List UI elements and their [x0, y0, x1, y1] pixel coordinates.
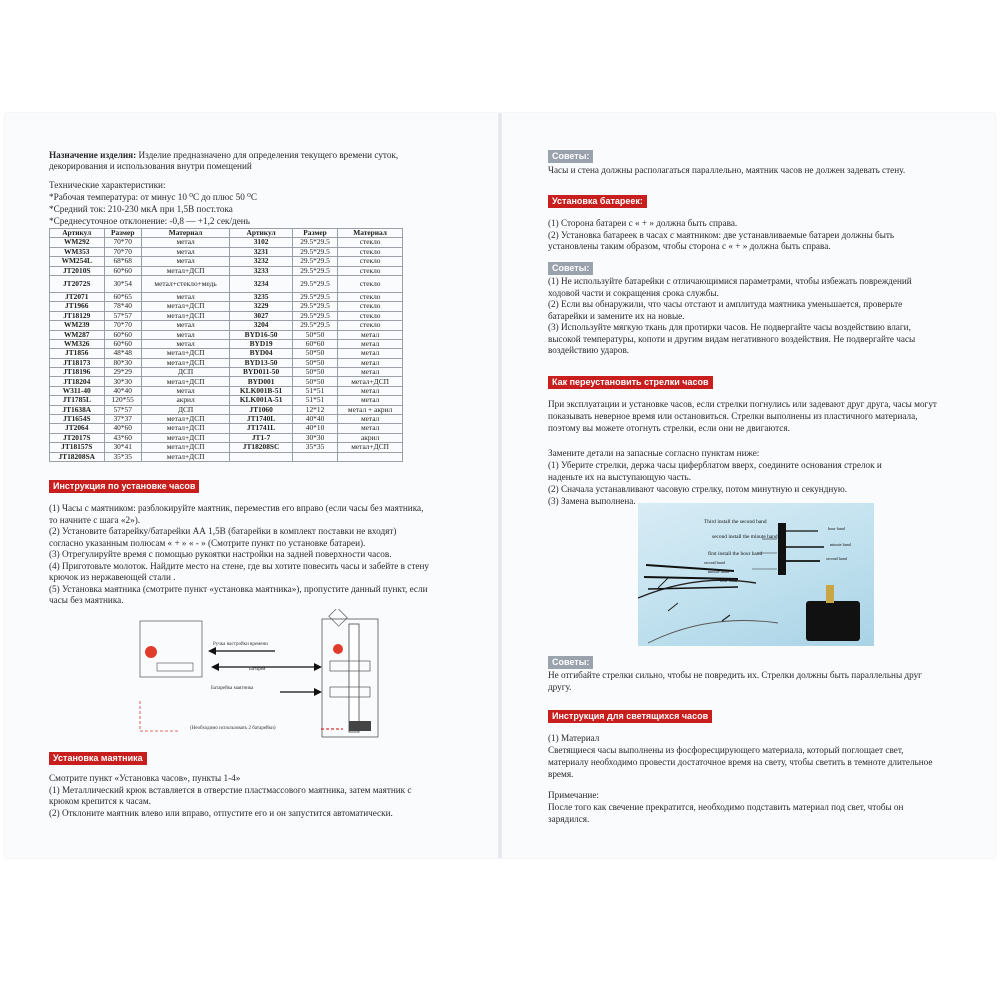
table-cell: JT18196 — [50, 368, 105, 377]
pendulum-battery-label: Батарейка маятника — [211, 686, 254, 691]
table-cell: 3231 — [230, 247, 293, 256]
table-cell: WM239 — [50, 321, 105, 330]
table-cell: метал — [141, 257, 229, 266]
table-cell: 3027 — [230, 311, 293, 320]
glowLines-line: время. — [548, 769, 574, 779]
table-cell: стекло — [338, 247, 403, 256]
tips-header-2: Советы: — [548, 262, 593, 275]
table-cell: JT2072S — [50, 275, 105, 292]
table-cell: метал — [141, 386, 229, 395]
battery-header: Установка батареек: — [548, 195, 647, 208]
red-indicator-icon — [145, 646, 157, 658]
pendulum-header: Установка маятника — [49, 752, 147, 765]
table-cell: стекло — [338, 275, 403, 292]
installLines-line: (1) Часы с маятником: разблокируйте маятник, переместив его вправо (если часы без маятника, — [49, 503, 424, 513]
spec-table — [49, 228, 403, 462]
table-cell: метал — [338, 386, 403, 395]
installLines-line: (4) Приготовьте молоток. Найдите место на стене, где вы хотите повесить часы и забейте в стену — [49, 560, 429, 571]
batteryLines-line: (1) Сторона батареи с « + » должна быть справа. — [548, 218, 738, 228]
tips3Lines-line: другу. — [548, 682, 572, 692]
right-minute-hand-label: minute hand — [830, 542, 851, 547]
tips2Lines-line: высокой температуры, копоти и другим видам негативного воздействия. Не подвергайте часы — [548, 333, 916, 344]
noteLines-line: После того как свечение прекратится, необходимо подставить материал под свет, чтобы он — [548, 802, 904, 812]
table-cell: JT18157S — [50, 443, 105, 452]
table-row — [50, 275, 403, 292]
table-cell: метал — [338, 339, 403, 348]
tips2Lines-line: батарейки и замените их на новые. — [548, 310, 685, 321]
right-page — [500, 113, 995, 858]
table-header-cell: Размер — [104, 229, 141, 238]
tips3Lines-line: Не отгибайте стрелки сильно, чтобы не повредить их. Стрелки должны быть параллельны друг — [548, 670, 922, 680]
table-cell: BYD19 — [230, 339, 293, 348]
table-cell: WM292 — [50, 238, 105, 247]
table-row — [50, 433, 403, 442]
table-cell: 80*30 — [104, 358, 141, 367]
tips2Lines-line: (3) Используйте мягкую ткань для протирки часов. Не подвергайте часы воздействию влаги, — [548, 322, 911, 332]
table-cell: WM326 — [50, 339, 105, 348]
table-cell: метал+ДСП — [141, 349, 229, 358]
table-row — [50, 415, 403, 424]
table-cell: 3234 — [230, 275, 293, 292]
table-cell: 60*65 — [104, 292, 141, 301]
table-cell: 50*50 — [292, 330, 337, 339]
table-cell: ДСП — [141, 368, 229, 377]
table-cell: метал — [338, 358, 403, 367]
installLines-line: (2) Установите батарейку/батарейки АА 1,5В (батарейки в комплект поставки не входят) — [49, 526, 397, 536]
table-cell: 3233 — [230, 266, 293, 275]
table-row — [50, 321, 403, 330]
table-row — [50, 302, 403, 311]
right-hour-hand-label: hour hand — [828, 526, 845, 531]
spec-current: *Средний ток: 210-230 мкА при 1,5В пост.тока — [49, 204, 233, 214]
photo-second-hand-label: second hand — [704, 560, 725, 565]
installLines-line: (5) Установка маятника (смотрите пункт «установка маятника»), пропустите данный пункт, если — [49, 583, 428, 594]
table-cell: WM353 — [50, 247, 105, 256]
table-cell: 50*50 — [292, 358, 337, 367]
handsSteps-line: (1) Уберите стрелки, держа часы циферблатом вверх, соедините основания стрелок и — [548, 460, 882, 470]
table-cell — [338, 452, 403, 461]
pendulumLines-line: (2) Отклоните маятник влево или вправо, отпустите его и он запустится автоматически. — [49, 807, 393, 818]
installLines-line: крючок из нержавеющей стали . — [49, 572, 176, 582]
table-cell: метал — [141, 247, 229, 256]
table-row — [50, 292, 403, 301]
glow-header: Инструкция для светящихся часов — [548, 710, 712, 723]
table-header-cell: Материал — [141, 229, 229, 238]
table-cell: метал — [338, 424, 403, 433]
table-cell: метал+ДСП — [141, 424, 229, 433]
handsSteps-line: (2) Сначала устанавливают часовую стрелку, потом минутную и секундную. — [548, 484, 848, 494]
table-cell: 30*30 — [104, 377, 141, 386]
noteLines-line: зарядился. — [548, 814, 590, 824]
table-cell: JT1740L — [230, 415, 293, 424]
hands-installation-photo — [638, 503, 874, 646]
table-cell: JT2071 — [50, 292, 105, 301]
tips2Lines-line: ходовой части и сокращения срока службы. — [548, 287, 719, 298]
table-cell: метал — [141, 339, 229, 348]
table-cell: метал+ДСП — [141, 311, 229, 320]
first-step-label: first install the hour hand — [708, 551, 763, 557]
table-row — [50, 368, 403, 377]
installation-diagram — [135, 609, 405, 749]
table-cell: стекло — [338, 292, 403, 301]
table-header-cell: Размер — [292, 229, 337, 238]
table-cell: стекло — [338, 311, 403, 320]
table-cell: 57*57 — [104, 311, 141, 320]
table-cell: JT1-7 — [230, 433, 293, 442]
table-cell: 3102 — [230, 238, 293, 247]
table-cell: метал — [338, 415, 403, 424]
table-cell: JT1966 — [50, 302, 105, 311]
table-cell: JT1654S — [50, 415, 105, 424]
table-cell — [230, 452, 293, 461]
table-cell: 120*55 — [104, 396, 141, 405]
table-cell: BYD16-50 — [230, 330, 293, 339]
installLines-line: согласно указанным полюсам « + » « - » (Смотрите пункт по установке батареи). — [49, 537, 366, 548]
table-cell: стекло — [338, 266, 403, 275]
table-cell: ДСП — [141, 405, 229, 414]
table-cell: 40*40 — [104, 386, 141, 395]
table-cell: JT2010S — [50, 266, 105, 275]
table-cell: 35*35 — [292, 443, 337, 452]
pendulumLines-line: крюком крепится к часам. — [49, 796, 151, 806]
table-cell: JT18208SC — [230, 443, 293, 452]
glowLines-line: материалу необходимо провести достаточное время на свету, чтобы светить в темноте длительное — [548, 757, 933, 767]
table-cell: JT18208SA — [50, 452, 105, 461]
table-cell: JT1060 — [230, 405, 293, 414]
table-cell: 70*70 — [104, 321, 141, 330]
table-cell: метал+ДСП — [141, 443, 229, 452]
table-cell: 70*70 — [104, 247, 141, 256]
batteryLines-line: установлены таким образом, чтобы сторона с « + » должна быть справа. — [548, 241, 831, 251]
table-cell: метал+ДСП — [141, 377, 229, 386]
pendulumLines-line: (1) Металлический крюк вставляется в отверстие пластмассового маятника, затем маятник с — [49, 784, 412, 795]
second-step-label: second install the minute hand — [712, 534, 778, 540]
table-row — [50, 377, 403, 386]
table-row — [50, 339, 403, 348]
spec-table-header — [50, 229, 403, 238]
table-cell: метал — [338, 330, 403, 339]
hands-steps-title: Замените детали на запасные согласно пунктам ниже: — [548, 448, 760, 458]
table-cell: 60*60 — [292, 339, 337, 348]
table-cell: JT1785L — [50, 396, 105, 405]
table-cell: JT1856 — [50, 349, 105, 358]
table-cell: 3235 — [230, 292, 293, 301]
installLines-line: (3) Отрегулируйте время с помощью рукоятки настройки на задней поверхности часов. — [49, 549, 392, 559]
table-cell: 60*60 — [104, 330, 141, 339]
tips2Lines-line: воздействию ударов. — [548, 345, 630, 355]
table-cell: W311-40 — [50, 386, 105, 395]
table-cell: 70*70 — [104, 238, 141, 247]
table-cell: 68*68 — [104, 257, 141, 266]
glowLines-line: (1) Материал — [548, 733, 600, 743]
table-cell: метал+ДСП — [141, 433, 229, 442]
installLines-line: часы без маятника. — [49, 595, 124, 605]
table-cell: JT1638A — [50, 405, 105, 414]
purpose-text-2: декорирования и использования внутри помещений — [49, 161, 252, 171]
table-header-cell: Артикул — [50, 229, 105, 238]
table-cell: акрил — [141, 396, 229, 405]
table-row — [50, 247, 403, 256]
note-title: Примечание: — [548, 790, 599, 800]
table-cell: акрил — [338, 433, 403, 442]
handsSteps-line: наденьте их на выступающую часть. — [548, 472, 692, 482]
table-cell: метал — [141, 292, 229, 301]
hands-header: Как переустановить стрелки часов — [548, 376, 713, 389]
table-row — [50, 257, 403, 266]
glowLines-line: Светящиеся часы выполнены из фосфоресцирующего материала, который поглощает свет, — [548, 745, 904, 755]
table-cell: 29.5*29.5 — [292, 266, 337, 275]
table-cell: 37*37 — [104, 415, 141, 424]
table-cell: метал+ДСП — [141, 452, 229, 461]
table-cell: 30*54 — [104, 275, 141, 292]
table-cell: 50*50 — [292, 368, 337, 377]
spec-title: Технические характеристики: — [49, 180, 166, 190]
tips-header-3: Советы: — [548, 656, 593, 669]
table-cell: 40*40 — [292, 415, 337, 424]
table-cell: 29.5*29.5 — [292, 247, 337, 256]
table-cell: 40*60 — [104, 424, 141, 433]
table-cell: 29.5*29.5 — [292, 292, 337, 301]
batteryLines-line: (2) Установка батареек в часах с маятником: две устанавливаемые батареи должны быть — [548, 229, 895, 240]
table-cell: метал+ДСП — [141, 302, 229, 311]
table-cell: 3204 — [230, 321, 293, 330]
table-cell: BYD13-50 — [230, 358, 293, 367]
table-cell: 51*51 — [292, 386, 337, 395]
table-header-cell: Артикул — [230, 229, 293, 238]
table-cell: 29.5*29.5 — [292, 257, 337, 266]
table-row — [50, 358, 403, 367]
table-row — [50, 396, 403, 405]
table-cell: метал+ДСП — [338, 377, 403, 386]
table-row — [50, 443, 403, 452]
table-cell: метал + акрил — [338, 405, 403, 414]
table-cell: метал — [338, 349, 403, 358]
table-cell: 3232 — [230, 257, 293, 266]
purpose-text: Изделие предназначено для определения текущего времени суток, — [136, 150, 399, 160]
table-cell: WM287 — [50, 330, 105, 339]
table-row — [50, 386, 403, 395]
table-row — [50, 424, 403, 433]
table-row — [50, 330, 403, 339]
table-cell: 50*50 — [292, 349, 337, 358]
table-cell: KLK001B-51 — [230, 386, 293, 395]
table-cell: 30*30 — [292, 433, 337, 442]
table-cell: метал — [141, 330, 229, 339]
hands-diagram-svg — [638, 503, 874, 646]
table-cell: BYD04 — [230, 349, 293, 358]
right-second-hand-label: second hand — [826, 556, 847, 561]
table-cell: KLK001A-51 — [230, 396, 293, 405]
table-cell: 29.5*29.5 — [292, 311, 337, 320]
table-cell: 60*60 — [104, 339, 141, 348]
table-cell: метал+ДСП — [338, 443, 403, 452]
battery-label: Батарея — [249, 667, 266, 672]
table-cell: метал — [338, 368, 403, 377]
table-cell: 30*41 — [104, 443, 141, 452]
table-cell: JT1741L — [230, 424, 293, 433]
tips2Lines-line: (1) Не используйте батарейки с отличающимися параметрами, чтобы избежать повреждений — [548, 276, 912, 286]
table-cell: 29.5*29.5 — [292, 275, 337, 292]
table-row — [50, 349, 403, 358]
table-cell: стекло — [338, 257, 403, 266]
table-cell: 35*35 — [104, 452, 141, 461]
handsIntro-line: показывать неверное время или остановиться. Стрелки выполнены из пластичного материала, — [548, 411, 918, 421]
table-cell: метал+ДСП — [141, 415, 229, 424]
table-row — [50, 405, 403, 414]
table-cell: 78*40 — [104, 302, 141, 311]
table-cell: JT2017S — [50, 433, 105, 442]
table-cell: метал+ДСП — [141, 266, 229, 275]
table-header-cell: Материал — [338, 229, 403, 238]
handsIntro-line: поэтому вы можете отогнуть стрелки, если они не двигаются. — [548, 423, 790, 433]
table-cell: метал — [141, 238, 229, 247]
table-cell: стекло — [338, 238, 403, 247]
table-cell: JT2064 — [50, 424, 105, 433]
diagram-note: (Необходимо использовать 2 батарейки) — [190, 726, 276, 731]
table-cell: JT18129 — [50, 311, 105, 320]
table-cell: JT18173 — [50, 358, 105, 367]
table-cell: метал+стекло+медь — [141, 275, 229, 292]
table-cell: 40*10 — [292, 424, 337, 433]
pendulumLines-line: Смотрите пункт «Установка часов», пункты 1-4» — [49, 773, 241, 783]
tips-text-1: Часы и стена должны располагаться параллельно, маятник часов не должен задевать стену. — [548, 165, 906, 175]
table-cell: BYD001 — [230, 377, 293, 386]
booklet — [5, 113, 995, 858]
table-cell: 29.5*29.5 — [292, 302, 337, 311]
table-cell: 29.5*29.5 — [292, 238, 337, 247]
tips-header-1: Советы: — [548, 150, 593, 163]
table-cell: 50*50 — [292, 377, 337, 386]
spec-deviation: *Среднесуточное отклонение: -0,8 — +1,2 сек/день — [49, 216, 250, 226]
handsSteps-line: (3) Замена выполнена. — [548, 496, 636, 506]
table-cell: метал — [338, 396, 403, 405]
table-cell: 57*57 — [104, 405, 141, 414]
table-cell: 3229 — [230, 302, 293, 311]
photo-hour-hand-label: hour hand — [720, 578, 737, 583]
table-cell: стекло — [338, 321, 403, 330]
table-cell: метал — [141, 321, 229, 330]
table-row — [50, 311, 403, 320]
table-cell: 51*51 — [292, 396, 337, 405]
handsIntro-line: При эксплуатации и установке часов, если стрелки погнулись или задевают друг друга, часы могут — [548, 399, 937, 409]
tips2Lines-line: (2) Если вы обнаружили, что часы отстают и амплитуда маятника уменьшается, проверьте — [548, 299, 903, 309]
knob-label: Ручка настройки времени — [213, 642, 268, 647]
table-cell: 43*60 — [104, 433, 141, 442]
table-cell: WM254L — [50, 257, 105, 266]
table-cell — [292, 452, 337, 461]
table-cell: JT18204 — [50, 377, 105, 386]
photo-minute-hand-label: minute hand — [708, 569, 729, 574]
purpose-label: Назначение изделия: — [49, 150, 137, 160]
table-cell: 48*48 — [104, 349, 141, 358]
installLines-line: то начните с шага «2»). — [49, 514, 141, 525]
table-cell: метал+ДСП — [141, 358, 229, 367]
table-row — [50, 266, 403, 275]
table-row — [50, 238, 403, 247]
table-cell: 29*29 — [104, 368, 141, 377]
third-step-label: Third install the second hand — [704, 519, 767, 525]
table-cell: 29.5*29.5 — [292, 321, 337, 330]
table-cell: BYD011-50 — [230, 368, 293, 377]
table-row — [50, 452, 403, 461]
table-cell: 60*60 — [104, 266, 141, 275]
install-header: Инструкция по установке часов — [49, 480, 199, 493]
left-page — [5, 113, 500, 858]
table-cell: стекло — [338, 302, 403, 311]
spec-temperature: *Рабочая температура: от минус 10 ⁰С до плюс 50 ⁰С — [49, 192, 257, 202]
table-cell: 12*12 — [292, 405, 337, 414]
